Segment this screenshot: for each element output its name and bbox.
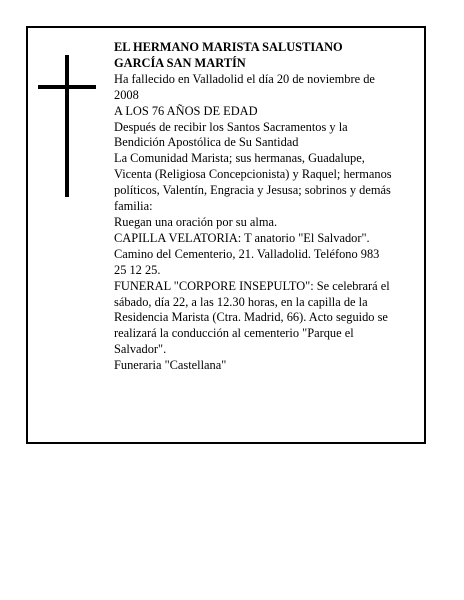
death-announcement-line: 2008 [114,87,139,102]
latin-cross-icon [38,55,96,197]
chapel-phone-line: 25 12 25. [114,262,161,277]
obituary-text [114,40,426,374]
death-announcement-line: Ha fallecido en Valladolid el día 20 de noviembre de [114,71,375,86]
funeral-line: Salvador". [114,342,167,357]
chapel-line: CAPILLA VELATORIA: T anatorio "El Salvador". [114,230,370,245]
deceased-name-line-1: EL HERMANO MARISTA SALUSTIANO [114,40,343,54]
family-line: políticos, Valentín, Engracia y Jesusa; sobrinos y demás [114,183,391,198]
sacraments-line: Después de recibir los Santos Sacramentos y la [114,119,348,134]
chapel-address-line: Camino del Cementerio, 21. Valladolid. Teléfono 983 [114,246,380,261]
prayer-request-line: Ruegan una oración por su alma. [114,214,278,229]
family-line: La Comunidad Marista; sus hermanas, Guadalupe, [114,151,365,166]
funeral-line: sábado, día 22, a las 12.30 horas, en la capilla de la [114,294,368,309]
age-line: A LOS 76 AÑOS DE EDAD [114,103,258,118]
deceased-name-line-2: GARCÍA SAN MARTÍN [114,55,246,70]
funeral-line: Residencia Marista (Ctra. Madrid, 66). Acto seguido se [114,310,388,325]
family-line: Vicenta (Religiosa Concepcionista) y Raquel; hermanos [114,167,392,182]
funeral-line: FUNERAL "CORPORE INSEPULTO": Se celebrará el [114,278,390,293]
cross-horizontal-bar [38,85,96,89]
funeral-home-line: Funeraria "Castellana" [114,358,227,373]
funeral-line: realizará la conducción al cementerio "Parque el [114,326,354,341]
cross-vertical-bar [65,55,69,197]
sacraments-line: Bendición Apostólica de Su Santidad [114,135,299,150]
family-line: familia: [114,199,153,214]
